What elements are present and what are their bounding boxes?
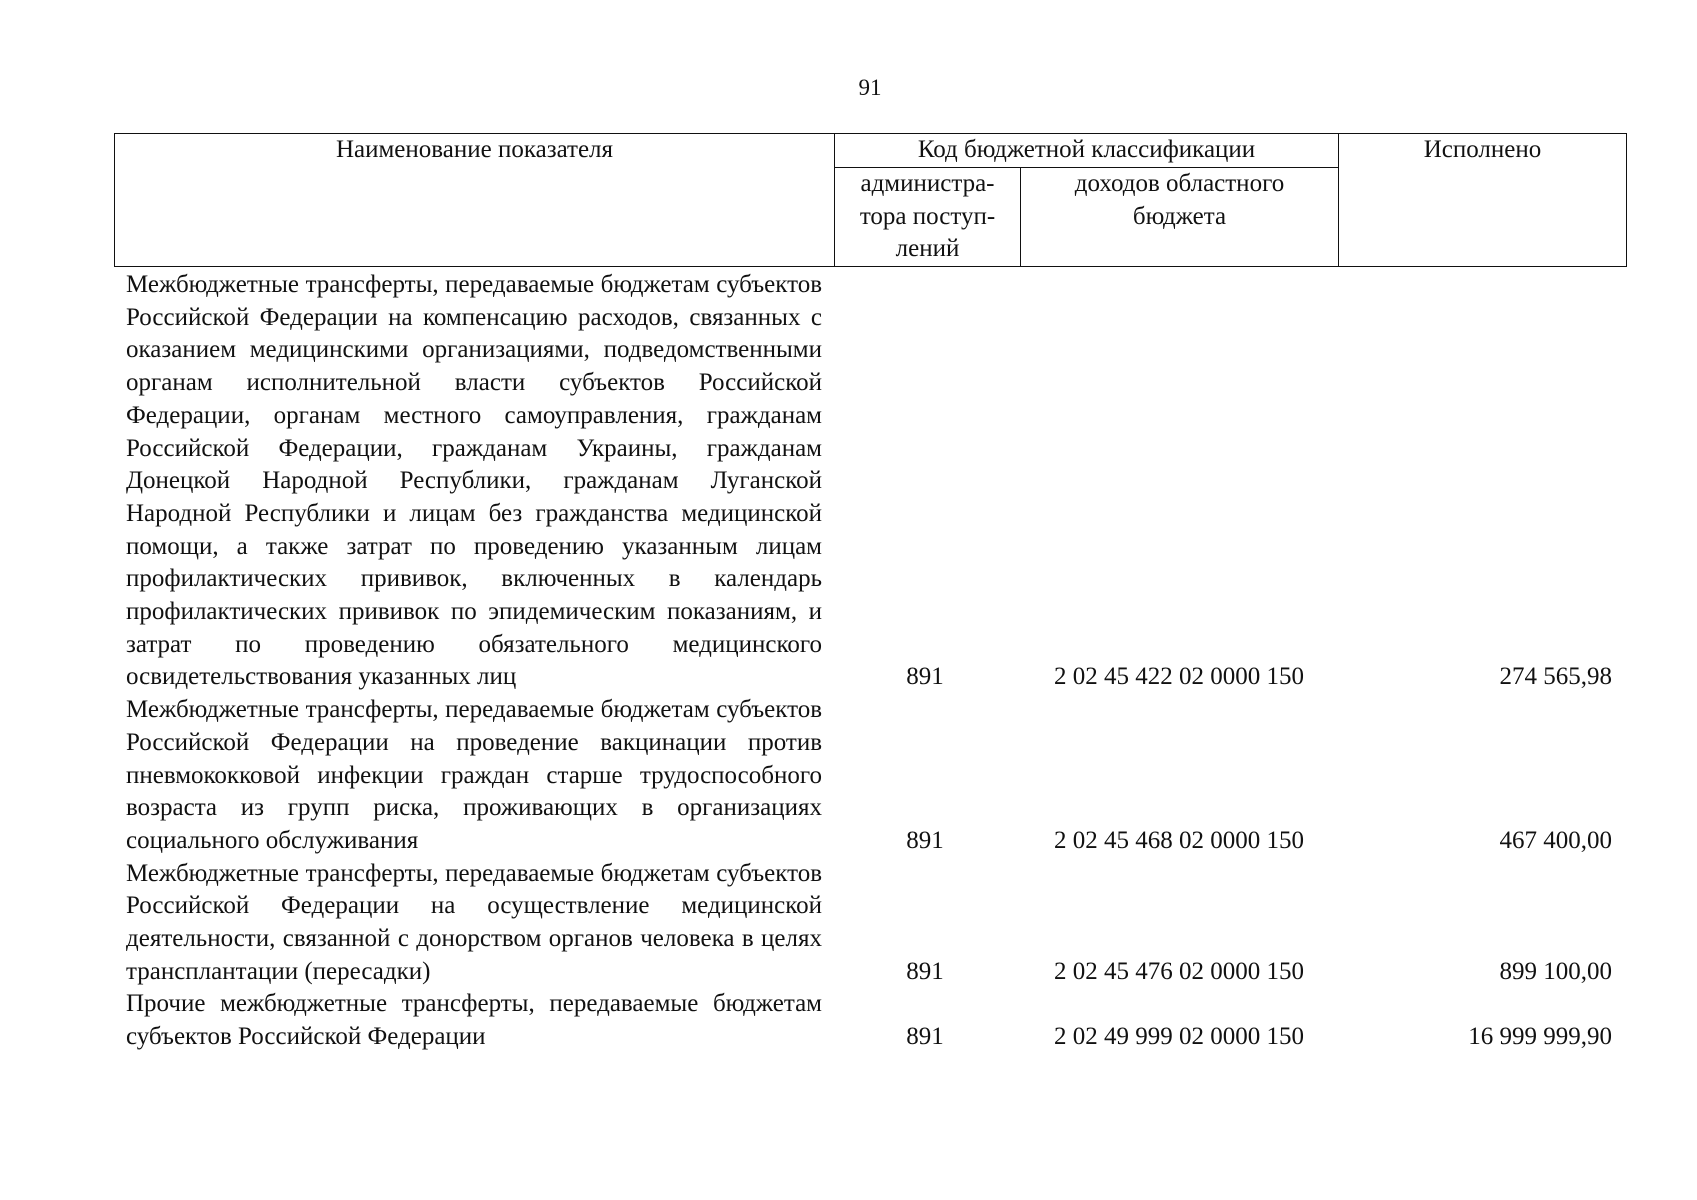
row-admin-code: 891 (906, 663, 944, 691)
header-admin-column (835, 168, 1021, 267)
table-row (0, 988, 1697, 1053)
row-executed: 16 999 999,90 (1468, 1023, 1612, 1051)
row-name: Межбюджетные трансферты, передаваемые бюджетам субъектов Российской Федерации на осуществление медицинской деятельности, связанной с донорством органов человека в целях трансплантации (пересадки) (126, 859, 822, 985)
row-admin-code: 891 (906, 826, 944, 854)
row-name: Межбюджетные трансферты, передаваемые бюджетам субъектов Российской Федерации на компенсацию расходов, связанных с оказанием медицинскими организациями, подведомственными органам исполнительной власти субъектов Российской Федерации, органам местного самоуправления, гражданам Российской Федерации, гражданам Украины, гражданам Донецкой Народной Республики, гражданам Луганской Народной Республики и лицам без гражданства медицинской помощи, а также затрат по проведению указанным лицам профилактических прививок, включенных в календарь профилактических прививок по эпидемическим показаниям, и затрат по проведению обязательного медицинского освидетельствования указанных лиц (126, 271, 822, 691)
page-number: 91 (858, 75, 882, 100)
row-income-code: 2 02 45 422 02 0000 150 (1054, 663, 1304, 691)
row-executed: 467 400,00 (1499, 826, 1612, 854)
table-row (0, 269, 1697, 694)
table-row (0, 858, 1697, 989)
row-admin-code: 891 (906, 957, 944, 985)
table-row (0, 694, 1697, 858)
header-executed-column: Исполнено (1339, 134, 1627, 267)
row-income-code: 2 02 45 468 02 0000 150 (1054, 826, 1304, 854)
header-income-column (1021, 168, 1339, 267)
table-header (114, 133, 1627, 267)
header-budget-classification: Код бюджетной классификации (835, 134, 1339, 168)
header-admin-label: администра-тора поступ-лений (859, 170, 996, 263)
row-name: Межбюджетные трансферты, передаваемые бюджетам субъектов Российской Федерации на проведение вакцинации против пневмококковой инфекции граждан старше трудоспособного возраста из групп риска, проживающих в организациях социального обслуживания (126, 696, 822, 854)
row-income-code: 2 02 49 999 02 0000 150 (1054, 1023, 1304, 1051)
header-income-label: доходов областного бюджета (1074, 170, 1285, 230)
row-executed: 899 100,00 (1499, 957, 1612, 985)
header-name-column: Наименование показателя (115, 134, 835, 267)
table-body (0, 269, 1697, 1054)
row-income-code: 2 02 45 476 02 0000 150 (1054, 957, 1304, 985)
row-name: Прочие межбюджетные трансферты, передаваемые бюджетам субъектов Российской Федерации (126, 990, 822, 1051)
row-executed: 274 565,98 (1499, 663, 1612, 691)
row-admin-code: 891 (906, 1023, 944, 1051)
